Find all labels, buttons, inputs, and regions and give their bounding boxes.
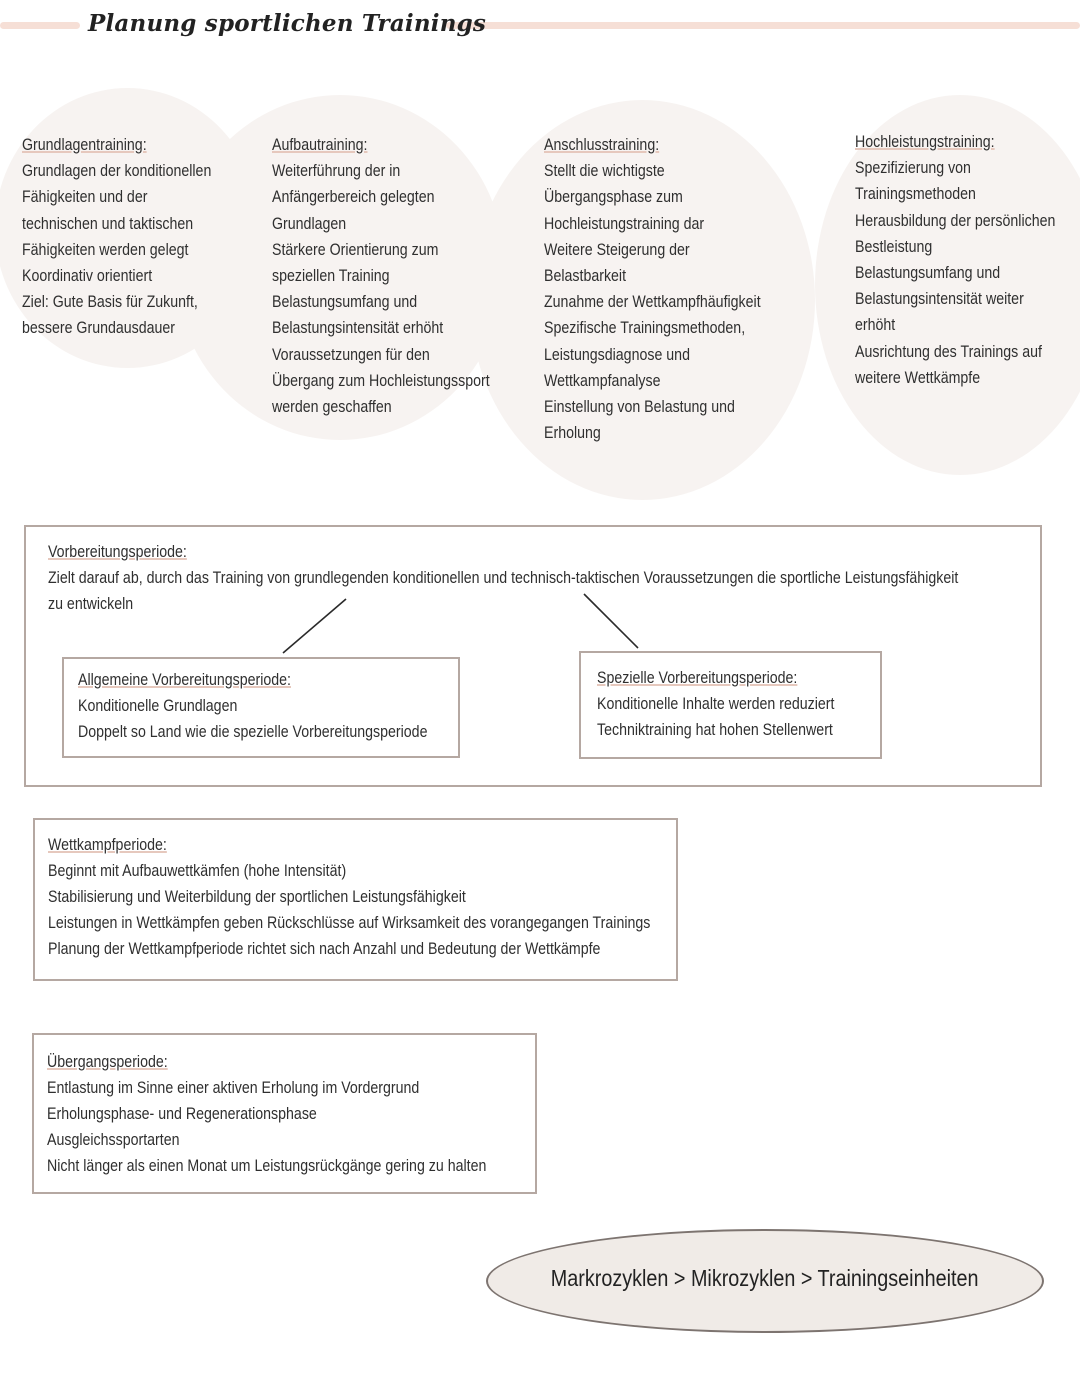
spezielle-vorbereitung-box: [579, 651, 882, 759]
phase-line: Spezifische Trainingsmethoden,: [544, 319, 746, 338]
phase-line: Grundlagen: [272, 214, 347, 233]
phase-line: Weitere Steigerung der: [544, 240, 690, 259]
cycle-text-wrap: [488, 1265, 1042, 1292]
phase-line: Belastbarkeit: [544, 267, 627, 286]
phase-line: Weiterführung der in: [272, 162, 401, 181]
uebergangsperiode-line: Ausgleichssportarten: [47, 1131, 180, 1149]
phase-line: speziellen Training: [272, 267, 390, 286]
phase-line: Belastungsintensität weiter: [855, 290, 1024, 309]
phase-line: bessere Grundausdauer: [22, 319, 176, 338]
phase-line: Einstellung von Belastung und: [544, 398, 735, 417]
phase-line: Stellt die wichtigste: [544, 162, 665, 181]
phase-heading: Grundlagentraining:: [22, 136, 147, 154]
phase-line: Koordinativ orientiert: [22, 267, 153, 286]
allgemeine-vorbereitung-box: [62, 657, 460, 758]
allgemeine-vorbereitung-line: Konditionelle Grundlagen: [78, 697, 238, 715]
phase-line: Belastungsintensität erhöht: [272, 319, 444, 338]
phase-line: Fähigkeiten und der: [22, 188, 148, 207]
phase-line: technischen und taktischen: [22, 214, 194, 233]
spezielle-vorbereitung-line: Techniktraining hat hohen Stellenwert: [597, 721, 833, 739]
vorbereitungsperiode-line: Zielt darauf ab, durch das Training von grundlegenden konditionellen und technisch-taktischen Voraussetzungen die sportliche Leistungsfähigkeit: [48, 569, 959, 587]
phase-line: Übergang zum Hochleistungssport: [272, 371, 490, 390]
phase-line: Belastungsumfang und: [855, 264, 1001, 283]
vorbereitungsperiode-line: zu entwickeln: [48, 595, 134, 613]
spezielle-vorbereitung-heading: Spezielle Vorbereitungsperiode:: [597, 669, 798, 687]
phase-line: weitere Wettkämpfe: [855, 368, 981, 387]
wettkampfperiode-line: Stabilisierung und Weiterbildung der sportlichen Leistungsfähigkeit: [48, 888, 466, 906]
phase-line: Wettkampfanalyse: [544, 371, 661, 390]
phase-line: Leistungsdiagnose und: [544, 345, 690, 364]
connector-left: [283, 599, 346, 653]
phase-heading: Anschlusstraining:: [544, 136, 660, 154]
phase-line: Spezifizierung von: [855, 159, 971, 178]
spezielle-vorbereitung-line: Konditionelle Inhalte werden reduziert: [597, 695, 835, 713]
phase-line: Bestleistung: [855, 237, 933, 256]
phase-line: Ziel: Gute Basis für Zukunft,: [22, 293, 198, 312]
allgemeine-vorbereitung-heading: Allgemeine Vorbereitungsperiode:: [78, 671, 291, 689]
phase-line: Zunahme der Wettkampfhäufigkeit: [544, 293, 761, 312]
phase-line: Herausbildung der persönlichen: [855, 211, 1056, 230]
wettkampfperiode-line: Leistungen in Wettkämpfen geben Rückschlüsse auf Wirksamkeit des vorangegangen Trainings: [48, 914, 651, 932]
cycle-text: Markrozyklen > Mikrozyklen > Trainingseinheiten: [551, 1265, 979, 1291]
uebergangsperiode-heading: Übergangsperiode:: [47, 1053, 168, 1071]
phase-line: Voraussetzungen für den: [272, 345, 430, 364]
page-title: Planung sportlichen Trainings: [88, 10, 487, 37]
phase-line: werden geschaffen: [272, 398, 392, 417]
phase-line: Grundlagen der konditionellen: [22, 162, 212, 181]
phase-line: erhöht: [855, 316, 896, 335]
wettkampfperiode-text: [48, 832, 650, 962]
phase-line: Übergangsphase zum: [544, 188, 683, 207]
phase-line: Stärkere Orientierung zum: [272, 240, 439, 259]
phase-line: Hochleistungstraining dar: [544, 214, 705, 233]
cycle-ellipse: [486, 1229, 1044, 1333]
wettkampfperiode-heading: Wettkampfperiode:: [48, 836, 167, 854]
wettkampfperiode-box: [33, 818, 678, 981]
phase-line: Erholung: [544, 424, 601, 443]
phase-line: Belastungsumfang und: [272, 293, 418, 312]
uebergangsperiode-line: Erholungsphase- und Regenerationsphase: [47, 1105, 317, 1123]
spezielle-vorbereitung-text: [597, 665, 834, 743]
phase-heading: Aufbautraining:: [272, 136, 368, 154]
phase-line: Anfängerbereich gelegten: [272, 188, 435, 207]
phase-line: Trainingsmethoden: [855, 185, 976, 204]
wettkampfperiode-line: Planung der Wettkampfperiode richtet sich nach Anzahl und Bedeutung der Wettkämpfe: [48, 940, 601, 958]
phase-heading: Hochleistungstraining:: [855, 133, 995, 151]
allgemeine-vorbereitung-line: Doppelt so Land wie die spezielle Vorbereitungsperiode: [78, 723, 428, 741]
wettkampfperiode-line: Beginnt mit Aufbauwettkämfen (hohe Intensität): [48, 862, 347, 880]
vorbereitungsperiode-heading: Vorbereitungsperiode:: [48, 543, 187, 561]
connector-right: [584, 594, 638, 648]
uebergangsperiode-line: Entlastung im Sinne einer aktiven Erholung im Vordergrund: [47, 1079, 420, 1097]
phase-line: Fähigkeiten werden gelegt: [22, 240, 189, 259]
allgemeine-vorbereitung-text: [78, 667, 427, 745]
uebergangsperiode-box: [32, 1033, 537, 1194]
phase-line: Ausrichtung des Trainings auf: [855, 342, 1042, 361]
uebergangsperiode-line: Nicht länger als einen Monat um Leistungsrückgänge gering zu halten: [47, 1157, 487, 1175]
uebergangsperiode-text: [47, 1049, 486, 1179]
